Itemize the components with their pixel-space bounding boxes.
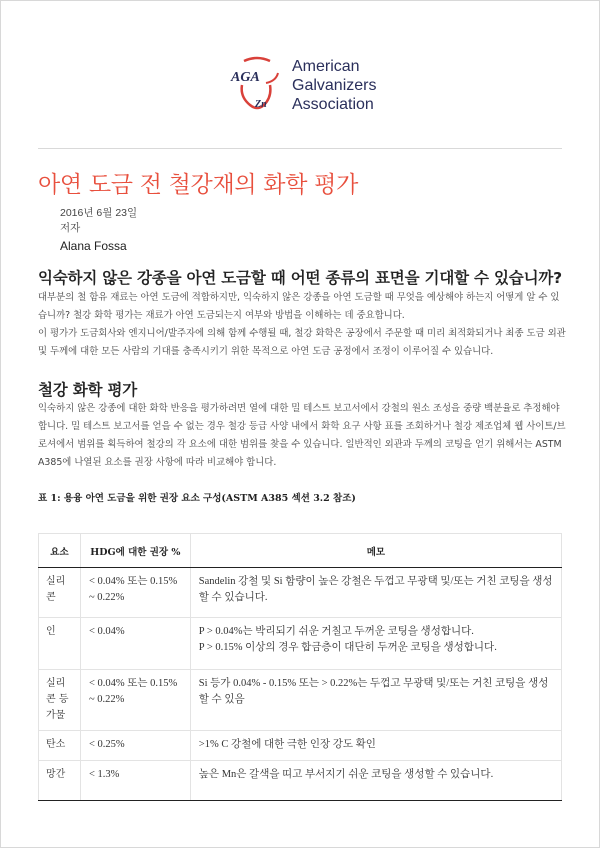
row-note: Sandelin 강철 및 Si 함량이 높은 강철은 두껍고 무광택 및/또는 거친 코팅을 생성할 수 있습니다.	[190, 568, 561, 618]
row-element: 탄소	[39, 731, 81, 761]
aga-logo	[226, 55, 406, 119]
author-label: 저자	[60, 222, 81, 234]
row-note: Si 등가 0.04% - 0.15% 또는 > 0.22%는 두껍고 무광택 및/또는 거친 코팅을 생성 할 수 있음	[190, 670, 561, 731]
element-requirements-table	[38, 533, 562, 801]
logo-mark-text-top: AGA	[231, 70, 260, 85]
publish-date: 2016년 6월 23일	[60, 207, 138, 219]
table-row	[39, 618, 562, 670]
logo-text	[292, 57, 376, 114]
row-element: 망간	[39, 761, 81, 801]
table-caption: 표 1: 용융 아연 도금을 위한 권장 요소 구성(ASTM A385 섹션 3.2 참조)	[38, 493, 356, 504]
row-note: >1% C 강철에 대한 극한 인장 강도 확인	[190, 731, 561, 761]
header-element: 요소	[39, 534, 81, 568]
article-meta	[60, 206, 137, 254]
author-name: Alana Fossa	[60, 239, 127, 253]
row-element: 실리콘	[39, 568, 81, 618]
row-recommended: < 0.25%	[80, 731, 190, 761]
section1-paragraph-1: 대부분의 철 함유 재료는 아연 도금에 적합하지만, 익숙하지 않은 강종을 아연 도금할 때 무엇을 예상해야 하는지 어떻게 알 수 있습니까? 철강 화학 평가는 재료가 아연 도금되는지 여부와 방법을 이해하는 데 중요합니다.	[38, 292, 560, 321]
table-row	[39, 670, 562, 731]
row-note-cell	[190, 618, 561, 670]
table-header-row	[39, 534, 562, 568]
row-note-secondary: P > 0.15% 이상의 경우 합금층이 대단히 두꺼운 코팅을 생성합니다.	[198, 642, 497, 653]
logo-line-1: American	[292, 58, 360, 75]
header-recommended: HDG에 대한 권장 %	[80, 534, 190, 568]
logo-mark-text-bottom: Zn	[255, 99, 267, 110]
aga-logo-mark-icon	[226, 55, 288, 117]
section2-heading: 철강 화학 평가	[38, 381, 138, 399]
table-row	[39, 731, 562, 761]
header-note: 메모	[190, 534, 561, 568]
row-note: P > 0.04%는 박리되기 쉬운 거칠고 두꺼운 코팅을 생성합니다.	[198, 626, 474, 637]
row-recommended: < 0.04% 또는 0.15% ~ 0.22%	[80, 670, 190, 731]
row-note: 높은 Mn은 갈색을 띠고 부서지기 쉬운 코팅을 생성할 수 있습니다.	[190, 761, 561, 801]
section1-heading: 익숙하지 않은 강종을 아연 도금할 때 어떤 종류의 표면을 기대할 수 있습니까?	[38, 269, 562, 287]
page-title: 아연 도금 전 철강재의 화학 평가	[38, 172, 358, 198]
row-recommended: < 0.04% 또는 0.15% ~ 0.22%	[80, 568, 190, 618]
logo-line-3: Association	[292, 96, 374, 113]
table-row	[39, 568, 562, 618]
table-row	[39, 761, 562, 801]
logo-line-2: Galvanizers	[292, 77, 377, 94]
row-recommended: < 1.3%	[80, 761, 190, 801]
header-divider	[38, 148, 562, 149]
section1-paragraph-2: 이 평가가 도금회사와 엔지니어/발주자에 의해 함께 수행될 때, 철강 화학은 공장에서 주문할 때 미리 최적화되거나 최종 도금 외관 및 두께에 대한 모든 사람의 기대를 충족시키기 위한 목적으로 아연 도금 공정에서 조정이 이루어질 수 있습니다.	[38, 328, 566, 357]
row-element: 실리콘 등가물	[39, 670, 81, 731]
row-recommended: < 0.04%	[80, 618, 190, 670]
section2-paragraph-1: 익숙하지 않은 강종에 대한 화학 반응을 평가하려면 열에 대한 밀 테스트 보고서에서 강철의 원소 조성을 중량 백분율로 추정해야 합니다. 밀 테스트 보고서를 얻을 수 없는 경우 철강 등급 사양 내에서 화학 요구 사항 표를 조회하거나 철강 제조업체 웹 사이트/브로셔에서 범위를 획득하여 철강의 각 요소에 대한 범위를 찾을 수 있습니다. 일반적인 외관과 두께의 코팅을 얻기 위해서는 ASTM A385에 나열된 요소를 권장 사항에 따라 비교해야 합니다.	[38, 403, 566, 468]
row-element: 인	[39, 618, 81, 670]
